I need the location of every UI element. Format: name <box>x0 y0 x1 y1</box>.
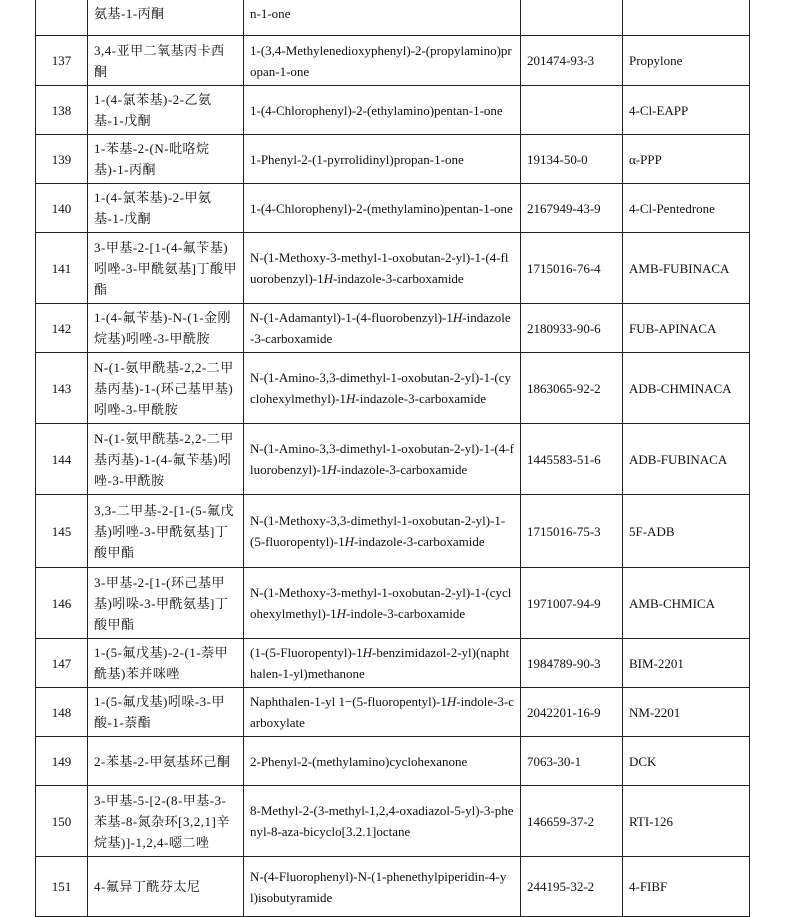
chinese-name-cell: 1-(4-氟苄基)-N-(1-金刚烷基)吲唑-3-甲酰胺 <box>88 304 244 353</box>
row-number-cell: 137 <box>36 36 88 86</box>
english-name-cell: N-(1-Amino-3,3-dimethyl-1-oxobutan-2-yl)-1-(cyclohexylmethyl)-1H-indazole-3-carboxamide <box>244 353 521 424</box>
english-name-cell: 1-Phenyl-2-(1-pyrrolidinyl)propan-1-one <box>244 135 521 184</box>
row-number-cell: 143 <box>36 353 88 424</box>
abbreviation-cell: DCK <box>623 737 750 786</box>
row-number-cell: 138 <box>36 86 88 135</box>
abbreviation-cell: ADB-CHMINACA <box>623 353 750 424</box>
table-row <box>36 86 750 135</box>
table-row <box>36 233 750 304</box>
table-row <box>36 184 750 233</box>
table-row <box>36 353 750 424</box>
cas-number-cell: 1715016-75-3 <box>521 495 623 568</box>
row-number-cell: 151 <box>36 857 88 917</box>
english-name-cell: N-(1-Methoxy-3-methyl-1-oxobutan-2-yl)-1-(4-fluorobenzyl)-1H-indazole-3-carboxamide <box>244 233 521 304</box>
chinese-name-cell: N-(1-氨甲酰基-2,2-二甲基丙基)-1-(4-氟苄基)吲唑-3-甲酰胺 <box>88 424 244 495</box>
italic-h: H <box>452 310 463 325</box>
english-name-cell: N-(1-Adamantyl)-1-(4-fluorobenzyl)-1H-indazole-3-carboxamide <box>244 304 521 353</box>
cas-number-cell: 146659-37-2 <box>521 786 623 857</box>
abbreviation-cell: 4-Cl-EAPP <box>623 86 750 135</box>
abbreviation-cell: NM-2201 <box>623 688 750 737</box>
row-number-cell: 139 <box>36 135 88 184</box>
cas-number-cell: 244195-32-2 <box>521 857 623 917</box>
cas-number-cell: 1445583-51-6 <box>521 424 623 495</box>
chinese-name-cell: 1-(4-氯苯基)-2-乙氨基-1-戊酮 <box>88 86 244 135</box>
english-name-cell: 1-(3,4-Methylenedioxyphenyl)-2-(propylamino)propan-1-one <box>244 36 521 86</box>
table-row <box>36 857 750 917</box>
english-name-cell: N-(1-Amino-3,3-dimethyl-1-oxobutan-2-yl)-1-(4-fluorobenzyl)-1H-indazole-3-carboxamide <box>244 424 521 495</box>
table-row <box>36 786 750 857</box>
cas-number-cell: 19134-50-0 <box>521 135 623 184</box>
cas-number-cell <box>521 86 623 135</box>
cas-number-cell: 2180933-90-6 <box>521 304 623 353</box>
italic-h: H <box>346 391 356 406</box>
cas-number-cell <box>521 0 623 36</box>
row-number-cell: 150 <box>36 786 88 857</box>
row-number-cell <box>36 0 88 36</box>
english-name-cell: 2-Phenyl-2-(methylamino)cyclohexanone <box>244 737 521 786</box>
abbreviation-cell <box>623 0 750 36</box>
english-name-cell: N-(1-Methoxy-3-methyl-1-oxobutan-2-yl)-1-(cyclohexylmethyl)-1H-indole-3-carboxamide <box>244 568 521 639</box>
cas-number-cell: 7063-30-1 <box>521 737 623 786</box>
english-name-cell: n-1-one <box>244 0 521 36</box>
chinese-name-cell: 4-氟异丁酰芬太尼 <box>88 857 244 917</box>
english-name-cell: 1-(4-Chlorophenyl)-2-(ethylamino)pentan-1-one <box>244 86 521 135</box>
english-name-cell: Naphthalen-1-yl 1−(5-fluoropentyl)-1H-indole-3-carboxylate <box>244 688 521 737</box>
italic-h: H <box>323 271 334 286</box>
chinese-name-cell: 氨基-1-丙酮 <box>88 0 244 36</box>
chinese-name-cell: 2-苯基-2-甲氨基环己酮 <box>88 737 244 786</box>
abbreviation-cell: α-PPP <box>623 135 750 184</box>
table-row <box>36 495 750 568</box>
abbreviation-cell: RTI-126 <box>623 786 750 857</box>
abbreviation-cell: AMB-FUBINACA <box>623 233 750 304</box>
english-name-cell: N-(1-Methoxy-3,3-dimethyl-1-oxobutan-2-yl)-1-(5-fluoropentyl)-1H-indazole-3-carboxamide <box>244 495 521 568</box>
cas-number-cell: 1971007-94-9 <box>521 568 623 639</box>
cas-number-cell: 1715016-76-4 <box>521 233 623 304</box>
english-name-cell: 8-Methyl-2-(3-methyl-1,2,4-oxadiazol-5-yl)-3-phenyl-8-aza-bicyclo[3.2.1]octane <box>244 786 521 857</box>
cas-number-cell: 2167949-43-9 <box>521 184 623 233</box>
table-row <box>36 135 750 184</box>
table-row <box>36 304 750 353</box>
abbreviation-cell: FUB-APINACA <box>623 304 750 353</box>
abbreviation-cell: BIM-2201 <box>623 639 750 688</box>
chinese-name-cell: 1-(5-氟戊基)吲哚-3-甲酸-1-萘酯 <box>88 688 244 737</box>
italic-h: H <box>344 534 354 549</box>
table-body <box>36 0 750 917</box>
row-number-cell: 144 <box>36 424 88 495</box>
table-row <box>36 737 750 786</box>
italic-h: H <box>327 462 337 477</box>
italic-h: H <box>362 645 373 660</box>
cas-number-cell: 201474-93-3 <box>521 36 623 86</box>
row-number-cell: 141 <box>36 233 88 304</box>
italic-h: H <box>336 606 347 621</box>
chinese-name-cell: 3-甲基-2-[1-(4-氟苄基)吲唑-3-甲酰氨基]丁酸甲酯 <box>88 233 244 304</box>
row-number-cell: 140 <box>36 184 88 233</box>
italic-h: H <box>446 694 457 709</box>
table-row <box>36 568 750 639</box>
cas-number-cell: 2042201-16-9 <box>521 688 623 737</box>
table-row <box>36 0 750 36</box>
abbreviation-cell: 4-FIBF <box>623 857 750 917</box>
table-row <box>36 639 750 688</box>
abbreviation-cell: AMB-CHMICA <box>623 568 750 639</box>
english-name-cell: (1-(5-Fluoropentyl)-1H-benzimidazol-2-yl)(naphthalen-1-yl)methanone <box>244 639 521 688</box>
table-row <box>36 688 750 737</box>
cas-number-cell: 1984789-90-3 <box>521 639 623 688</box>
chinese-name-cell: 3,3-二甲基-2-[1-(5-氟戊基)吲唑-3-甲酰氨基]丁酸甲酯 <box>88 495 244 568</box>
substance-table <box>35 0 750 917</box>
table-row <box>36 36 750 86</box>
chinese-name-cell: 3-甲基-2-[1-(环己基甲基)吲哚-3-甲酰氨基]丁酸甲酯 <box>88 568 244 639</box>
row-number-cell: 149 <box>36 737 88 786</box>
abbreviation-cell: ADB-FUBINACA <box>623 424 750 495</box>
row-number-cell: 146 <box>36 568 88 639</box>
row-number-cell: 147 <box>36 639 88 688</box>
chinese-name-cell: 3,4-亚甲二氧基丙卡西酮 <box>88 36 244 86</box>
row-number-cell: 145 <box>36 495 88 568</box>
row-number-cell: 148 <box>36 688 88 737</box>
abbreviation-cell: 4-Cl-Pentedrone <box>623 184 750 233</box>
chinese-name-cell: 3-甲基-5-[2-(8-甲基-3-苯基-8-氮杂环[3,2,1]辛烷基)]-1,2,4-噁二唑 <box>88 786 244 857</box>
row-number-cell: 142 <box>36 304 88 353</box>
chinese-name-cell: 1-(5-氟戊基)-2-(1-萘甲酰基)苯并咪唑 <box>88 639 244 688</box>
chinese-name-cell: 1-苯基-2-(N-吡咯烷基)-1-丙酮 <box>88 135 244 184</box>
chinese-name-cell: N-(1-氨甲酰基-2,2-二甲基丙基)-1-(环己基甲基)吲唑-3-甲酰胺 <box>88 353 244 424</box>
chinese-name-cell: 1-(4-氯苯基)-2-甲氨基-1-戊酮 <box>88 184 244 233</box>
abbreviation-cell: 5F-ADB <box>623 495 750 568</box>
cas-number-cell: 1863065-92-2 <box>521 353 623 424</box>
english-name-cell: 1-(4-Chlorophenyl)-2-(methylamino)pentan-1-one <box>244 184 521 233</box>
table-row <box>36 424 750 495</box>
english-name-cell: N-(4-Fluorophenyl)-N-(1-phenethylpiperidin-4-yl)isobutyramide <box>244 857 521 917</box>
abbreviation-cell: Propylone <box>623 36 750 86</box>
